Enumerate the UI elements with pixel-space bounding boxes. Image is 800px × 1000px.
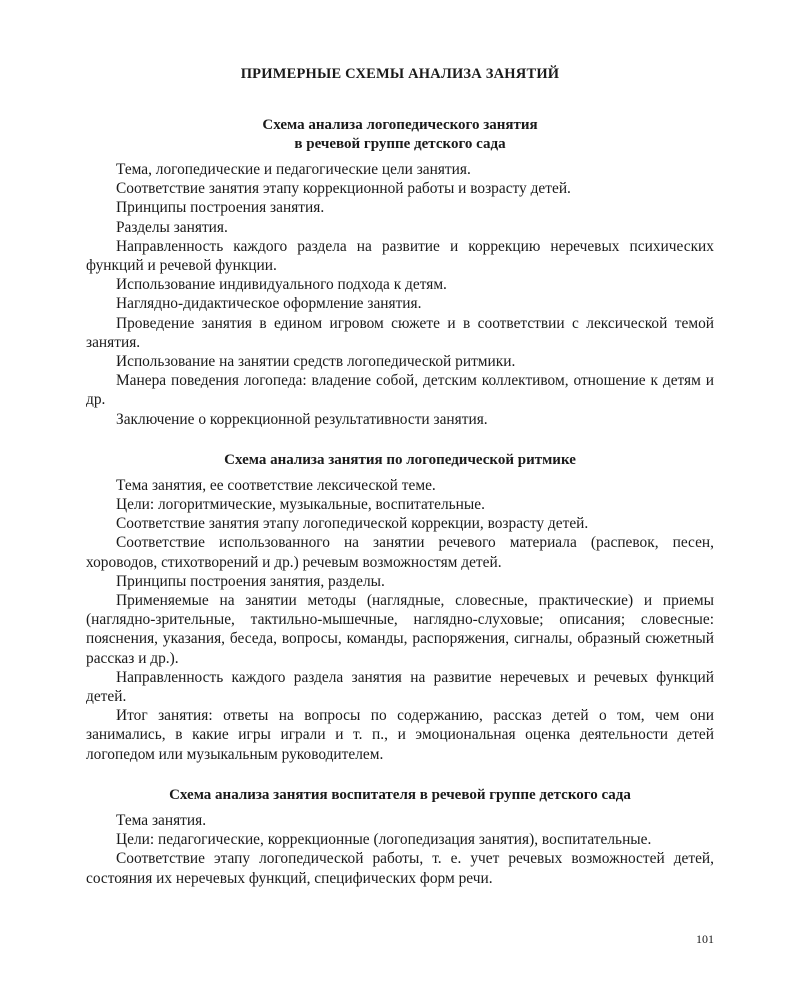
paragraph: Наглядно-дидактическое оформление занятия. xyxy=(116,295,422,313)
paragraph: Использование на занятии средств логопедической ритмики. xyxy=(116,353,516,371)
paragraph: Соответствие занятия этапу коррекционной работы и возрасту детей. xyxy=(116,180,571,198)
section-title-line: Схема анализа логопедического занятия xyxy=(262,117,538,133)
paragraph: Соответствие занятия этапу логопедической коррекции, возрасту детей. xyxy=(116,515,589,533)
section-title-line: Схема анализа занятия по логопедической ритмике xyxy=(224,451,576,468)
paragraph: Использование индивидуального подхода к детям. xyxy=(116,276,447,294)
paragraph: Цели: педагогические, коррекционные (логопедизация занятия), воспитательные. xyxy=(116,831,652,849)
paragraph: Проведение занятия в едином игровом сюжете и в соответствии с лексической темой занятия. xyxy=(86,314,714,351)
paragraph: Тема занятия, ее соответствие лексической теме. xyxy=(116,476,436,494)
page-title: ПРИМЕРНЫЕ СХЕМЫ АНАЛИЗА ЗАНЯТИЙ xyxy=(240,66,560,82)
paragraph: Цели: логоритмические, музыкальные, воспитательные. xyxy=(116,496,485,514)
paragraph: Разделы занятия. xyxy=(116,218,228,236)
paragraph: Тема, логопедические и педагогические цели занятия. xyxy=(116,161,471,178)
paragraph: Направленность каждого раздела занятия на развитие неречевых и речевых функций детей. xyxy=(86,668,714,706)
paragraph: Принципы построения занятия. xyxy=(116,199,325,217)
paragraph: Манера поведения логопеда: владение собой, детским коллективом, отношение к детям и др. xyxy=(86,372,714,409)
section-title xyxy=(86,451,714,470)
section-educator-lesson xyxy=(86,786,714,888)
section-speech-therapy-lesson xyxy=(86,116,714,429)
paragraph: Применяемые на занятии методы (наглядные, словесные, практические) и приемы (наглядно-зрительные, тактильно-мышечные, наглядно-слуховые; описания; словесные: пояснения, указания, беседа, вопросы, команды, распоряжения, сигналы, образный сюжетный рассказ и др.). xyxy=(86,592,714,667)
section-title xyxy=(86,116,714,154)
paragraph: Итог занятия: ответы на вопросы по содержанию, рассказ детей о том, чем они занимались, в какие игры играли и т. п., и эмоциональная оценка деятельности детей логопедом или музыкальным руководителем. xyxy=(86,707,714,763)
paragraph: Принципы построения занятия, разделы. xyxy=(116,572,385,590)
page-number: 101 xyxy=(696,932,714,946)
section-title xyxy=(86,786,714,805)
document-page xyxy=(86,64,714,910)
paragraph: Соответствие этапу логопедической работы, т. е. учет речевых возможностей детей, состояния их неречевых функций, специфических форм речи. xyxy=(86,850,714,887)
section-title-line: в речевой группе детского сада xyxy=(294,136,506,152)
paragraph: Тема занятия. xyxy=(116,811,207,829)
section-title-line: Схема анализа занятия воспитателя в речевой группе детского сада xyxy=(169,786,631,803)
section-logorhythmics-lesson xyxy=(86,451,714,764)
paragraph: Соответствие использованного на занятии речевого материала (распевок, песен, хороводов, стихотворений и др.) речевым возможностям детей. xyxy=(86,534,714,571)
paragraph: Направленность каждого раздела на развитие и коррекцию неречевых психических функций и речевой функции. xyxy=(86,237,714,275)
paragraph: Заключение о коррекционной результативности занятия. xyxy=(116,410,488,428)
